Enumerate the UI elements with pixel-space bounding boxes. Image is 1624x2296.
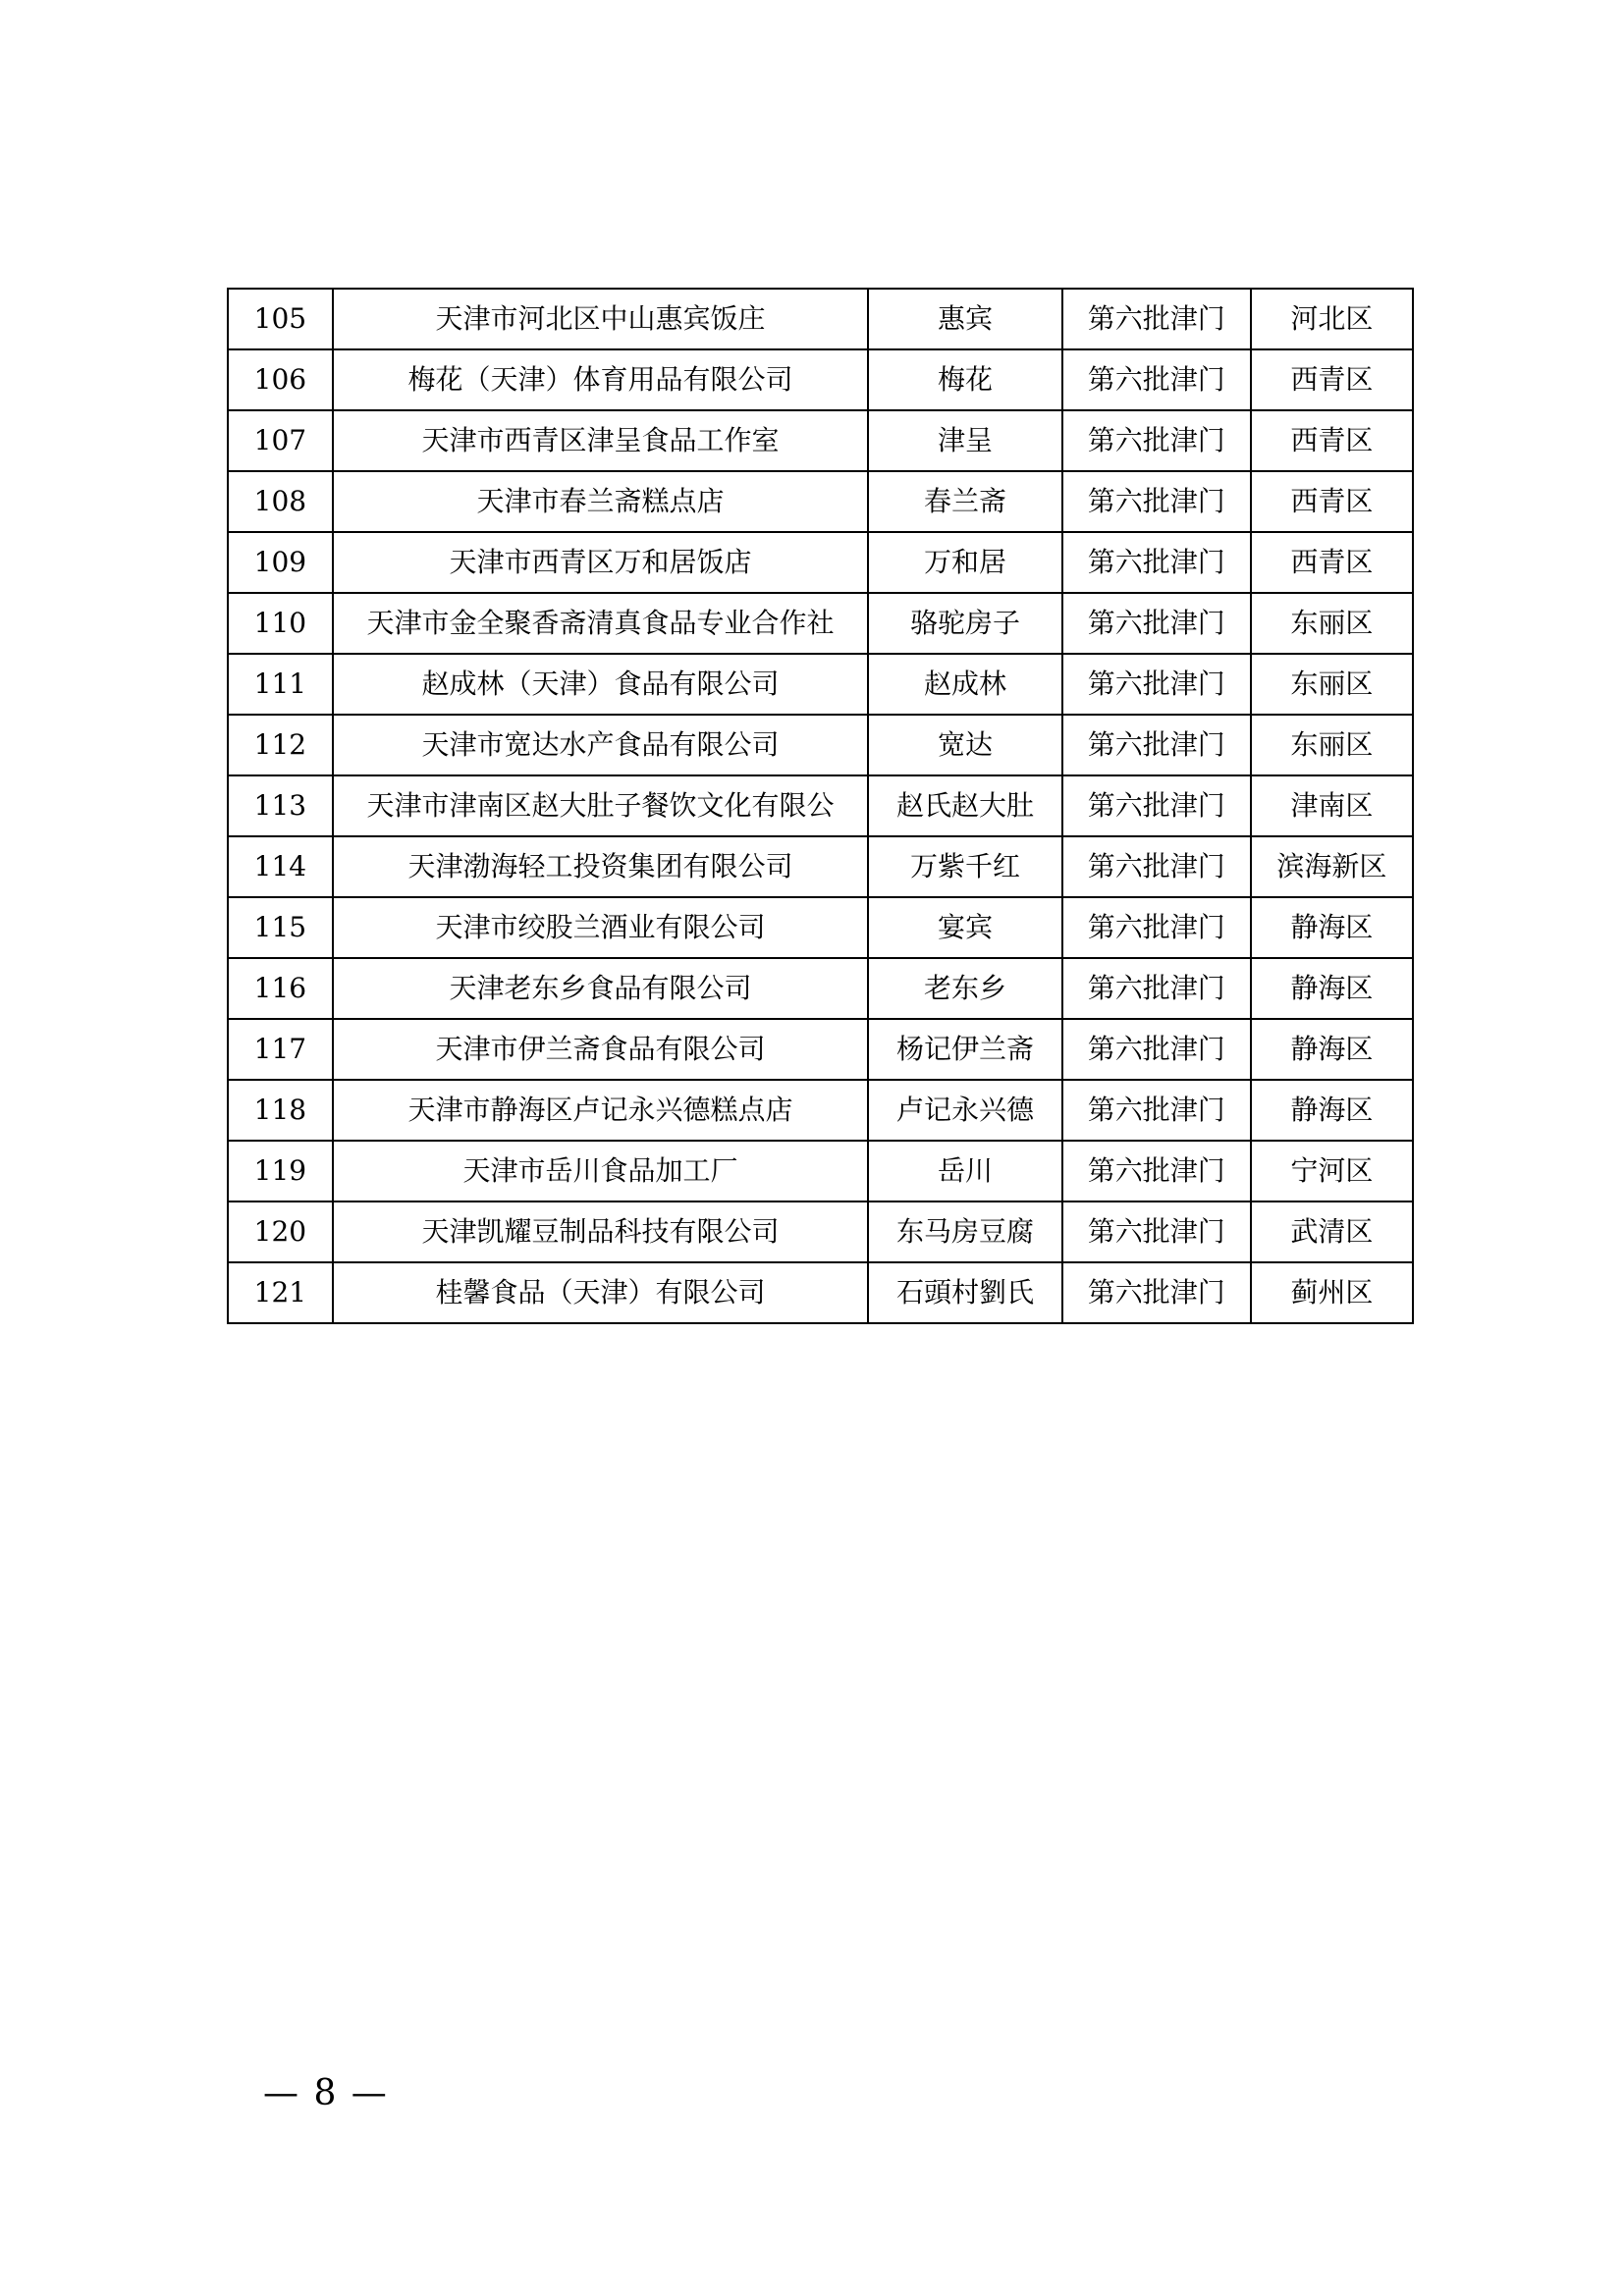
district: 东丽区	[1251, 715, 1413, 775]
brand-name: 老东乡	[868, 958, 1061, 1019]
row-number: 119	[228, 1141, 333, 1201]
batch-label: 第六批津门	[1062, 897, 1251, 958]
row-number: 112	[228, 715, 333, 775]
company-name: 天津老东乡食品有限公司	[333, 958, 869, 1019]
brand-name: 宴宾	[868, 897, 1061, 958]
district: 静海区	[1251, 897, 1413, 958]
company-name: 天津市绞股兰酒业有限公司	[333, 897, 869, 958]
row-number: 117	[228, 1019, 333, 1080]
batch-label: 第六批津门	[1062, 958, 1251, 1019]
table-row	[228, 289, 1413, 349]
row-number: 116	[228, 958, 333, 1019]
brand-name: 津呈	[868, 410, 1061, 471]
brand-name: 岳川	[868, 1141, 1061, 1201]
brand-name: 梅花	[868, 349, 1061, 410]
company-name: 天津市静海区卢记永兴德糕点店	[333, 1080, 869, 1141]
batch-label: 第六批津门	[1062, 289, 1251, 349]
table-row	[228, 715, 1413, 775]
company-name: 桂馨食品（天津）有限公司	[333, 1262, 869, 1323]
row-number: 108	[228, 471, 333, 532]
table-row	[228, 349, 1413, 410]
table-row	[228, 1141, 1413, 1201]
brand-name: 惠宾	[868, 289, 1061, 349]
table-row	[228, 1080, 1413, 1141]
batch-label: 第六批津门	[1062, 532, 1251, 593]
district: 东丽区	[1251, 593, 1413, 654]
row-number: 109	[228, 532, 333, 593]
batch-label: 第六批津门	[1062, 1080, 1251, 1141]
company-name: 天津市西青区津呈食品工作室	[333, 410, 869, 471]
district: 静海区	[1251, 1019, 1413, 1080]
row-number: 118	[228, 1080, 333, 1141]
table-row	[228, 958, 1413, 1019]
brand-name: 杨记伊兰斋	[868, 1019, 1061, 1080]
company-name: 赵成林（天津）食品有限公司	[333, 654, 869, 715]
batch-label: 第六批津门	[1062, 1262, 1251, 1323]
row-number: 110	[228, 593, 333, 654]
row-number: 111	[228, 654, 333, 715]
brand-name: 东马房豆腐	[868, 1201, 1061, 1262]
brand-name: 卢记永兴德	[868, 1080, 1061, 1141]
table-body	[228, 289, 1413, 1323]
company-name: 天津市春兰斋糕点店	[333, 471, 869, 532]
district: 河北区	[1251, 289, 1413, 349]
row-number: 107	[228, 410, 333, 471]
brand-name: 赵成林	[868, 654, 1061, 715]
enterprise-list-table	[227, 288, 1414, 1324]
row-number: 106	[228, 349, 333, 410]
district: 东丽区	[1251, 654, 1413, 715]
district: 静海区	[1251, 1080, 1413, 1141]
company-name: 天津市津南区赵大肚子餐饮文化有限公	[333, 775, 869, 836]
table-row	[228, 654, 1413, 715]
company-name: 天津市岳川食品加工厂	[333, 1141, 869, 1201]
company-name: 天津市西青区万和居饭店	[333, 532, 869, 593]
company-name: 天津凯耀豆制品科技有限公司	[333, 1201, 869, 1262]
table-row	[228, 897, 1413, 958]
table-row	[228, 1262, 1413, 1323]
row-number: 114	[228, 836, 333, 897]
brand-name: 骆驼房子	[868, 593, 1061, 654]
table-row	[228, 532, 1413, 593]
district: 宁河区	[1251, 1141, 1413, 1201]
row-number: 115	[228, 897, 333, 958]
company-name: 天津市伊兰斋食品有限公司	[333, 1019, 869, 1080]
company-name: 天津市宽达水产食品有限公司	[333, 715, 869, 775]
batch-label: 第六批津门	[1062, 836, 1251, 897]
batch-label: 第六批津门	[1062, 654, 1251, 715]
row-number: 120	[228, 1201, 333, 1262]
row-number: 121	[228, 1262, 333, 1323]
district: 静海区	[1251, 958, 1413, 1019]
brand-name: 万紫千红	[868, 836, 1061, 897]
district: 武清区	[1251, 1201, 1413, 1262]
row-number: 105	[228, 289, 333, 349]
batch-label: 第六批津门	[1062, 471, 1251, 532]
table-row	[228, 1201, 1413, 1262]
batch-label: 第六批津门	[1062, 410, 1251, 471]
batch-label: 第六批津门	[1062, 349, 1251, 410]
district: 滨海新区	[1251, 836, 1413, 897]
district: 西青区	[1251, 532, 1413, 593]
batch-label: 第六批津门	[1062, 775, 1251, 836]
batch-label: 第六批津门	[1062, 1019, 1251, 1080]
batch-label: 第六批津门	[1062, 1201, 1251, 1262]
company-name: 梅花（天津）体育用品有限公司	[333, 349, 869, 410]
row-number: 113	[228, 775, 333, 836]
table-row	[228, 593, 1413, 654]
district: 西青区	[1251, 410, 1413, 471]
brand-name: 石頭村劉氏	[868, 1262, 1061, 1323]
table-row	[228, 471, 1413, 532]
company-name: 天津市河北区中山惠宾饭庄	[333, 289, 869, 349]
batch-label: 第六批津门	[1062, 593, 1251, 654]
table-row	[228, 775, 1413, 836]
company-name: 天津市金全聚香斋清真食品专业合作社	[333, 593, 869, 654]
district: 津南区	[1251, 775, 1413, 836]
batch-label: 第六批津门	[1062, 715, 1251, 775]
page-number: — 8 —	[263, 2073, 389, 2113]
district: 蓟州区	[1251, 1262, 1413, 1323]
district: 西青区	[1251, 471, 1413, 532]
table-row	[228, 1019, 1413, 1080]
district: 西青区	[1251, 349, 1413, 410]
company-name: 天津渤海轻工投资集团有限公司	[333, 836, 869, 897]
brand-name: 赵氏赵大肚	[868, 775, 1061, 836]
table-row	[228, 410, 1413, 471]
table-row	[228, 836, 1413, 897]
brand-name: 万和居	[868, 532, 1061, 593]
brand-name: 宽达	[868, 715, 1061, 775]
brand-name: 春兰斋	[868, 471, 1061, 532]
batch-label: 第六批津门	[1062, 1141, 1251, 1201]
